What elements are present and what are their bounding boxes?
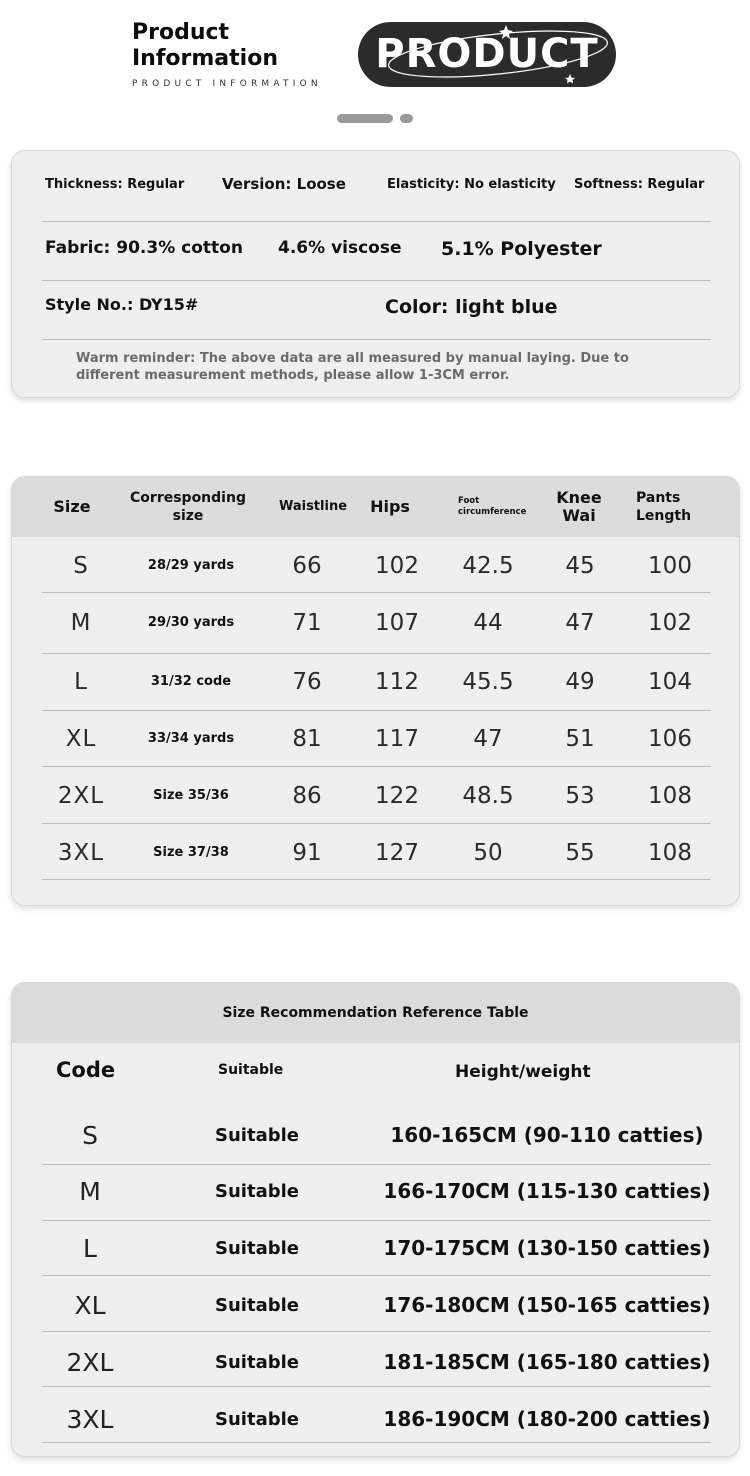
- table-row: [12, 1277, 739, 1333]
- cell-foot: 47: [473, 725, 503, 752]
- cell-waistline: 66: [292, 552, 322, 579]
- cell-code: XL: [74, 1290, 106, 1320]
- page-subtitle: PRODUCT INFORMATION: [132, 79, 322, 89]
- cell-height-weight: 176-180CM (150-165 catties): [383, 1293, 711, 1317]
- viscose-label: 4.6% viscose: [278, 238, 402, 258]
- cell-foot: 50: [473, 839, 503, 866]
- fabric-label: Fabric: 90.3% cotton: [45, 238, 243, 258]
- header-hips: Hips: [370, 497, 410, 516]
- divider: [42, 1331, 711, 1332]
- size-table-card: [11, 476, 740, 906]
- cell-code: M: [79, 1176, 101, 1206]
- cell-knee: 51: [565, 725, 595, 752]
- divider: [42, 221, 711, 222]
- page-title: [132, 20, 278, 72]
- cell-hips: 112: [375, 668, 419, 695]
- cell-hips: 107: [375, 609, 419, 636]
- cell-waistline: 81: [292, 725, 322, 752]
- cell-size: L: [74, 668, 88, 695]
- cell-code: 2XL: [66, 1347, 114, 1377]
- table-row: [12, 767, 739, 824]
- header-corresponding-size: Corresponding size: [130, 490, 246, 524]
- cell-length: 102: [648, 609, 692, 636]
- cell-corresponding: Size 37/38: [153, 845, 229, 860]
- cell-length: 104: [648, 668, 692, 695]
- product-badge-label: PRODUCT: [375, 31, 599, 77]
- cell-size: 3XL: [57, 839, 105, 866]
- table-row: [12, 1334, 739, 1390]
- cell-waistline: 71: [292, 609, 322, 636]
- polyester-label: 5.1% Polyester: [441, 238, 602, 260]
- cell-hips: 122: [375, 782, 419, 809]
- header-height-weight: Height/weight: [455, 1062, 591, 1082]
- cell-code: 3XL: [66, 1404, 114, 1434]
- divider: [42, 879, 711, 880]
- divider: [42, 280, 711, 281]
- cell-size: XL: [65, 725, 97, 752]
- cell-waistline: 86: [292, 782, 322, 809]
- divider: [42, 1275, 711, 1276]
- warm-reminder: Warm reminder: The above data are all measured by manual laying. Due to different measurement methods, please allow 1-3CM error.: [76, 351, 629, 383]
- recommendation-title: Size Recommendation Reference Table: [12, 983, 739, 1043]
- cell-size: 2XL: [57, 782, 105, 809]
- cell-height-weight: 170-175CM (130-150 catties): [383, 1236, 711, 1260]
- size-table-header: [12, 477, 739, 537]
- divider: [42, 339, 711, 340]
- cell-knee: 53: [565, 782, 595, 809]
- cell-foot: 45.5: [462, 668, 514, 695]
- softness-label: Softness: Regular: [574, 177, 705, 192]
- header-waistline: Waistline: [278, 499, 348, 514]
- cell-waistline: 91: [292, 839, 322, 866]
- size-recommendation-card: [11, 982, 740, 1457]
- style-number: Style No.: DY15#: [45, 295, 199, 314]
- table-row: [12, 824, 739, 881]
- table-row: [12, 710, 739, 767]
- table-row: [12, 537, 739, 594]
- cell-suitable: Suitable: [215, 1351, 299, 1373]
- header-size: Size: [53, 497, 91, 516]
- cell-length: 100: [648, 552, 692, 579]
- table-row: [12, 653, 739, 710]
- header-pants-length: Pants Length: [636, 490, 692, 524]
- cell-code: S: [82, 1120, 98, 1150]
- divider: [42, 1386, 711, 1387]
- elasticity-label: Elasticity: No elasticity: [387, 177, 556, 192]
- product-badge: [358, 22, 616, 87]
- cell-knee: 45: [565, 552, 595, 579]
- cell-hips: 127: [375, 839, 419, 866]
- product-details-card: [11, 150, 740, 398]
- cell-foot: 42.5: [462, 552, 514, 579]
- header-foot-circumference: Foot circumference: [458, 496, 527, 517]
- cell-suitable: Suitable: [215, 1237, 299, 1259]
- carousel-dot-active[interactable]: [337, 114, 393, 123]
- table-row: [12, 1163, 739, 1219]
- header-knee: Knee Wai: [556, 488, 602, 525]
- cell-hips: 102: [375, 552, 419, 579]
- header-code: Code: [56, 1058, 116, 1082]
- title-line-2: Information: [132, 46, 278, 71]
- cell-corresponding: 31/32 code: [150, 674, 232, 689]
- cell-knee: 47: [565, 609, 595, 636]
- divider: [42, 1442, 711, 1443]
- header-suitable: Suitable: [218, 1062, 284, 1078]
- cell-height-weight: 181-185CM (165-180 catties): [383, 1350, 711, 1374]
- cell-knee: 55: [565, 839, 595, 866]
- cell-height-weight: 160-165CM (90-110 catties): [390, 1123, 704, 1147]
- cell-corresponding: 29/30 yards: [147, 615, 235, 630]
- cell-corresponding: 33/34 yards: [147, 731, 235, 746]
- cell-length: 106: [648, 725, 692, 752]
- cell-size: M: [70, 609, 92, 636]
- table-row: [12, 1107, 739, 1163]
- cell-waistline: 76: [292, 668, 322, 695]
- version-label: Version: Loose: [222, 175, 346, 193]
- cell-suitable: Suitable: [215, 1180, 299, 1202]
- table-row: [12, 1220, 739, 1276]
- color-label: Color: light blue: [385, 296, 558, 318]
- cell-hips: 117: [375, 725, 419, 752]
- cell-height-weight: 166-170CM (115-130 catties): [383, 1179, 711, 1203]
- table-row: [12, 594, 739, 651]
- cell-foot: 44: [473, 609, 503, 636]
- thickness-label: Thickness: Regular: [45, 177, 185, 192]
- cell-suitable: Suitable: [215, 1124, 299, 1146]
- cell-knee: 49: [565, 668, 595, 695]
- title-line-1: Product: [132, 20, 230, 45]
- cell-height-weight: 186-190CM (180-200 catties): [383, 1407, 711, 1431]
- divider: [42, 592, 711, 593]
- cell-length: 108: [648, 782, 692, 809]
- cell-size: S: [73, 552, 89, 579]
- cell-corresponding: Size 35/36: [153, 788, 229, 803]
- table-row: [12, 1391, 739, 1447]
- cell-suitable: Suitable: [215, 1408, 299, 1430]
- cell-corresponding: 28/29 yards: [147, 558, 235, 573]
- cell-foot: 48.5: [462, 782, 514, 809]
- cell-suitable: Suitable: [215, 1294, 299, 1316]
- carousel-dot[interactable]: [400, 114, 413, 123]
- cell-code: L: [83, 1233, 97, 1263]
- cell-length: 108: [648, 839, 692, 866]
